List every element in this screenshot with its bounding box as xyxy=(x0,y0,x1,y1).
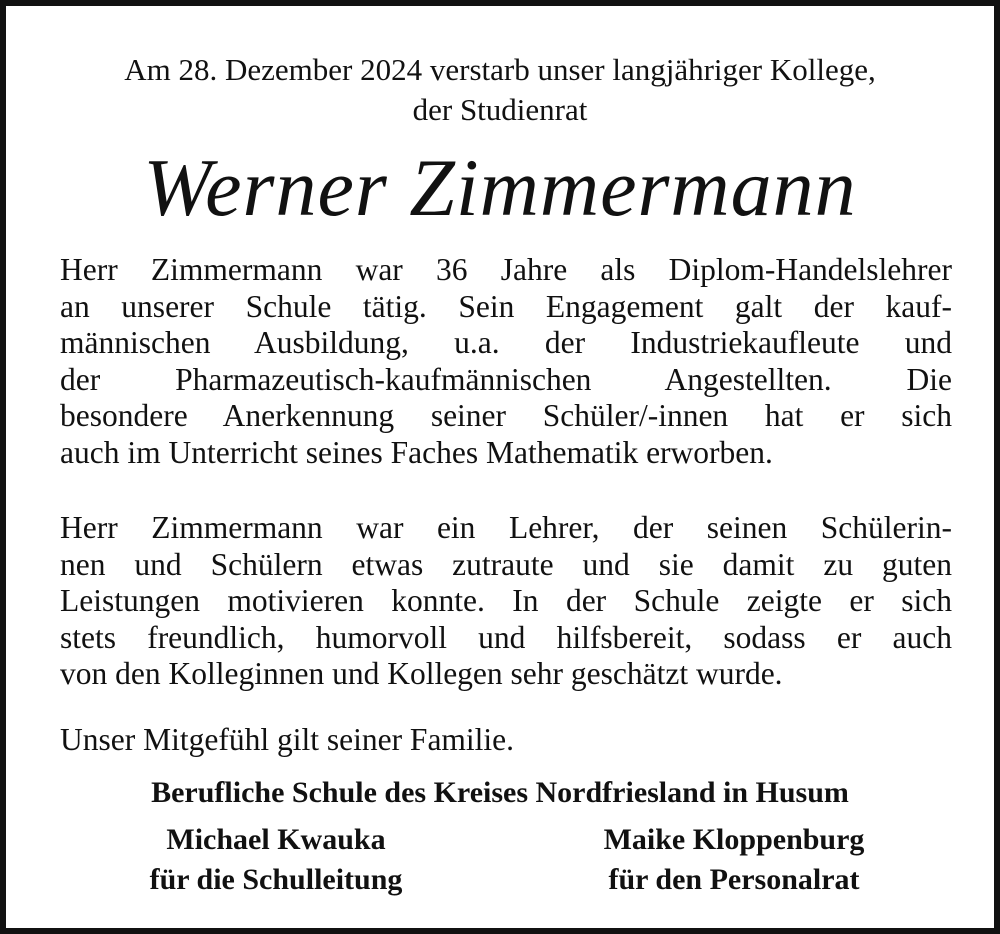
signatory-staff-council xyxy=(514,820,954,900)
paragraph-career xyxy=(60,252,952,472)
signatory-name: Michael Kwauka xyxy=(166,823,386,856)
paragraph-character xyxy=(60,510,952,693)
signatory-role: für die Schulleitung xyxy=(149,863,403,896)
text-line: besondere Anerkennung seiner Schüler/-innen hat er sich xyxy=(60,398,952,434)
signatory-name: Maike Kloppenburg xyxy=(603,823,865,856)
intro-line: Am 28. Dezember 2024 verstarb unser langjähriger Kollege, xyxy=(124,52,876,87)
text-line: an unserer Schule tätig. Sein Engagement galt der kauf- xyxy=(60,288,952,324)
intro-text xyxy=(26,50,974,130)
text-line: Herr Zimmermann war 36 Jahre als Diplom-Handelslehrer xyxy=(60,252,952,287)
text-line: von den Kolleginnen und Kollegen sehr geschätzt wurde. xyxy=(60,656,783,692)
text-line: männischen Ausbildung, u.a. der Industriekaufleute und xyxy=(60,325,952,361)
text-line: nen und Schülern etwas zutraute und sie damit zu guten xyxy=(60,546,952,582)
signatory-role: für den Personalrat xyxy=(608,863,860,896)
deceased-name: Werner Zimmermann xyxy=(143,142,857,233)
text-line: Unser Mitgefühl gilt seiner Familie. xyxy=(60,722,515,757)
school-name: Berufliche Schule des Kreises Nordfriesland in Husum xyxy=(151,776,849,809)
signatory-principal xyxy=(56,820,496,900)
text-line: Herr Zimmermann war ein Lehrer, der seinen Schülerin- xyxy=(60,510,952,545)
text-line: Leistungen motivieren konnte. In der Schule zeigte er sich xyxy=(60,583,952,619)
intro-line: der Studienrat xyxy=(412,92,588,127)
text-line: auch im Unterricht seines Faches Mathematik erworben. xyxy=(60,434,773,470)
paragraph-condolence xyxy=(60,722,952,759)
text-line: der Pharmazeutisch-kaufmännischen Angestellten. Die xyxy=(60,361,952,397)
text-line: stets freundlich, humorvoll und hilfsbereit, sodass er auch xyxy=(60,619,952,655)
